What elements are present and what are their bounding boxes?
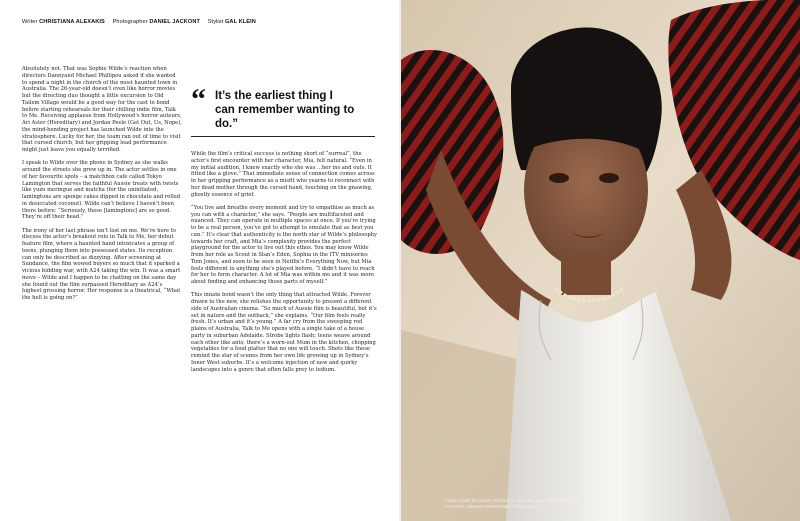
credit-label: Stylist bbox=[207, 19, 224, 25]
left-eye bbox=[549, 173, 569, 183]
right-eye bbox=[599, 173, 619, 183]
portrait-photo bbox=[401, 0, 800, 521]
pull-quote-text: It’s the earliest thing I can remember wanting to do.” bbox=[215, 90, 355, 130]
credit-label: Writer bbox=[22, 19, 38, 25]
credits-line bbox=[22, 19, 262, 25]
paragraph: The irony of her last phrase isn’t lost on me. We’re here to discuss the actor’s breakout role in Talk to Me, her debut feature film, where a haunted hand intoxicates a group of teens, plunging them into possessed states. Its reception can only be described as dizzying. After screening at Sundance, the film wowed buyers so much that it sparked a vicious bidding war, with A24 taking the win. It was a smart move – Wilde and I happen to be chatting on the same day she found out the film surpassed Hereditary as A24’s highest grossing horror. Her response is a theatrical, “What the hell is going on?” bbox=[22, 227, 181, 301]
paragraph: “You live and breathe every moment and try to empathise as much as you can with a character,” she says. “People are multifaceted and nuanced. They can operate in multiple spaces at once. If you’re trying to be a real person, you’ve got to attempt to emulate that as best you can.” It’s clear that authenticity is the north star of Wilde’s philosophy towards her craft, and Mia’s complexity provides the perfect playground for the actor to live out this ethos. You may know Wilde from her role as Scout in Stan’s Eden, Sophia in the ITV miniseries Tom Jones, and soon to be seen in Netflix’s Everything Now, but Mia feels different to anything she’s played before. “I didn’t have to reach for her to form character. A lot of Mia was within me and it was more about finding and enhancing those parts of myself.” bbox=[191, 204, 377, 285]
paragraph: This innate bond wasn’t the only thing that attracted Wilde. Forever drawn to the new, she relishes the opportunity to present a different side of Australian cinema. “So much of Aussie film is beautiful, but it’s set in nature and the outback,” she explains. “Our film feels really fresh. It’s urban and it’s young.” A far cry from the sweeping red plains of Australia, Talk to Me opens with a single take of a house party in suburban Adelaide. Strobe lights flash; teens weave around each other like ants; there’s a worn-out Mum in the kitchen, chopping vegetables for a food platter that no one will touch. Shots like these remind the star of scenes from her own life growing up in Sydney’s Inner West suburbs. It’s a welcome injection of new and quirky landscapes into a genre that often falls prey to tedium. bbox=[191, 292, 377, 373]
right-page-photo bbox=[401, 0, 800, 521]
article-column-right bbox=[191, 151, 377, 380]
quote-mark: “ bbox=[191, 83, 206, 116]
pull-quote bbox=[191, 83, 379, 137]
neck bbox=[561, 255, 611, 295]
credit-photographer: DANIEL JACKONT bbox=[149, 19, 201, 25]
paragraph: I speak to Wilde over the phone in Sydney as she walks around the streets she grew up in. The actor settles in one of her favourite spots – a matchbox cafe called Tokyo Lamington that serves the faithful Aussie treats with twists like yuzu meringue and matcha (for the uninitiated, lamingtons are sponge cakes dipped in chocolate and rolled in desiccated coconut). Wilde can’t believe I haven’t been there before: “Seriously, these [lamingtons] are so good. They’re off their head.” bbox=[22, 160, 181, 221]
credit-writer: CHRISTIANA ALEXAKIS bbox=[39, 19, 105, 25]
credit-label: Photographer bbox=[112, 19, 148, 25]
credit-stylist: GAL KLEIN bbox=[224, 19, 256, 25]
paragraph: While the film’s critical success is nothing short of “surreal”, the actor’s first encounter with her character, Mia, felt natural. “Even in my initial audition, I knew exactly who she was ...her ins and outs. It fitted like a glove.” That immediate sense of connection comes across in her gripping performance as a misfit who yearns to reconnect with her dead mother through the cursed hand, touching on the gnawing, ghostly essence of grief. bbox=[191, 151, 375, 198]
photo-caption: Cartier Clash de Cartier necklace in 18K white gold, 18K yellow gold and diamonds CARTIER. Glasses HANDSOME STOCKHOLM bbox=[445, 498, 607, 509]
article-column-left bbox=[22, 66, 182, 308]
paragraph: Absolutely not. That was Sophie Wilde’s reaction when directors Dannyand Michael Phillipou asked if she wanted to spend a night in the church of the most haunted town in Australia. The 26-year-old doesn’t even like horror movies but the directing duo thought a little excursion to Old Tailem Village would be a good way for the cast to bond before starting rehearsals for their chilling indie film, Talk to Me. Receiving applause from Hollywood’s horror auteurs, Ari Aster (Hereditary) and Jordan Peele (Get Out, Us, Nope), the mind-bending project has launched Wilde into the stratosphere. Lucky for her, the team ran out of time to visit that cursed church, but her gripping lead performance might just leave you equally terrified. bbox=[22, 66, 182, 153]
pull-quote-rule bbox=[191, 136, 375, 137]
